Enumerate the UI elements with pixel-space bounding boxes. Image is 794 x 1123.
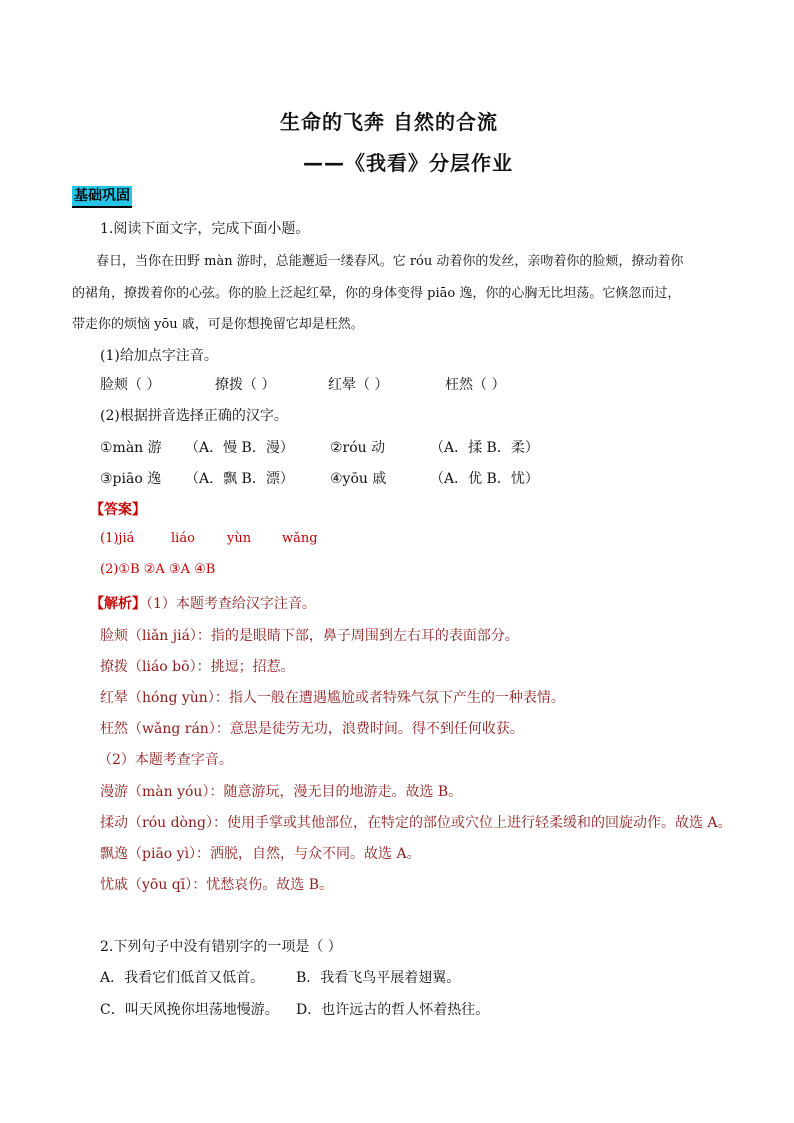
option-b: B．我看飞鸟平展着翅翼。 — [296, 970, 461, 986]
analysis-line: 红晕（hóng yùn）：指人一般在遭遇尴尬或者特殊气氛下产生的一种表情。 — [100, 690, 565, 706]
option-choices-4: （A．优 B．忧） — [430, 471, 539, 487]
option-choices-1: （A．慢 B．漫） — [185, 440, 294, 456]
page-title: 生命的飞奔 自然的合流 — [280, 110, 498, 134]
answer-label: 【答案】 — [90, 502, 146, 518]
answer-blank-3: 红晕（ ） — [328, 377, 389, 393]
passage-line-1: 春日，当你在田野 màn 游时，总能邂逅一缕春风。它 róu 动着你的发丝，亲吻着你的脸颊，撩动着你 — [96, 254, 684, 269]
answer-blank-4: 枉然（ ） — [445, 377, 506, 393]
passage-line-3: 带走你的烦恼 yōu 戚，可是你想挽留它却是枉然。 — [72, 317, 364, 332]
answer-1-c: yùn — [227, 531, 252, 546]
answer-2: (2)①B ②A ③A ④B — [100, 562, 216, 577]
option-item-1: ①màn 游 — [100, 440, 162, 456]
sub-question-2: (2)根据拼音选择正确的汉字。 — [100, 408, 288, 424]
option-d: D．也许远古的哲人怀着热往。 — [296, 1002, 490, 1018]
answer-1-b: liáo — [171, 531, 195, 546]
answer-1-d: wǎng — [282, 531, 318, 546]
analysis-intro: （1）本题考查给汉字注音。 — [146, 596, 316, 612]
analysis-heading — [90, 593, 316, 613]
option-item-3: ③piāo 逸 — [100, 471, 162, 487]
analysis-2-intro: （2）本题考查字音。 — [98, 752, 233, 768]
option-item-4: ④yōu 戚 — [330, 471, 387, 487]
option-choices-3: （A．飘 B．漂） — [185, 471, 294, 487]
option-choices-2: （A．揉 B．柔） — [430, 440, 539, 456]
answer-1-a: (1)jiá — [100, 531, 135, 546]
analysis-line: 漫游（màn yóu）：随意游玩，漫无目的地游走。故选 B。 — [100, 784, 463, 800]
analysis-line: 揉动（róu dòng）：使用手掌或其他部位，在特定的部位或穴位上进行轻柔缓和的回旋动作。故选 A。 — [100, 815, 732, 831]
question-1-stem: 1.阅读下面文字，完成下面小题。 — [100, 221, 310, 237]
passage-line-2: 的裙角，撩拨着你的心弦。你的脸上泛起红晕，你的身体变得 piāo 逸，你的心胸无比坦荡。它倏忽而过， — [72, 286, 681, 301]
option-a: A．我看它们低首又低首。 — [100, 970, 265, 986]
section-badge: 基础巩固 — [72, 186, 132, 208]
analysis-label: 【解析】 — [90, 596, 146, 612]
sub-question-1: (1)给加点字注音。 — [100, 348, 218, 364]
analysis-line: 忧戚（yōu qī）：忧愁哀伤。故选 B。 — [100, 877, 333, 893]
page-subtitle: ——《我看》分层作业 — [303, 151, 513, 175]
analysis-line: 撩拨（liáo bō）：挑逗；招惹。 — [100, 659, 295, 675]
option-item-2: ②róu 动 — [330, 440, 386, 456]
answer-blank-2: 撩拨（ ） — [215, 377, 276, 393]
analysis-line: 脸颊（liǎn jiá）：指的是眼睛下部，鼻子周围到左右耳的表面部分。 — [100, 628, 519, 644]
option-c: C．叫天风挽你坦荡地慢游。 — [100, 1002, 279, 1018]
question-2-stem: 2.下列句子中没有错别字的一项是（ ） — [100, 939, 342, 955]
analysis-line: 枉然（wǎng rán）：意思是徒劳无功，浪费时间。得不到任何收获。 — [100, 721, 524, 737]
analysis-line: 飘逸（piāo yì）：洒脱，自然，与众不同。故选 A。 — [100, 846, 421, 862]
answer-blank-1: 脸颊（ ） — [100, 377, 161, 393]
